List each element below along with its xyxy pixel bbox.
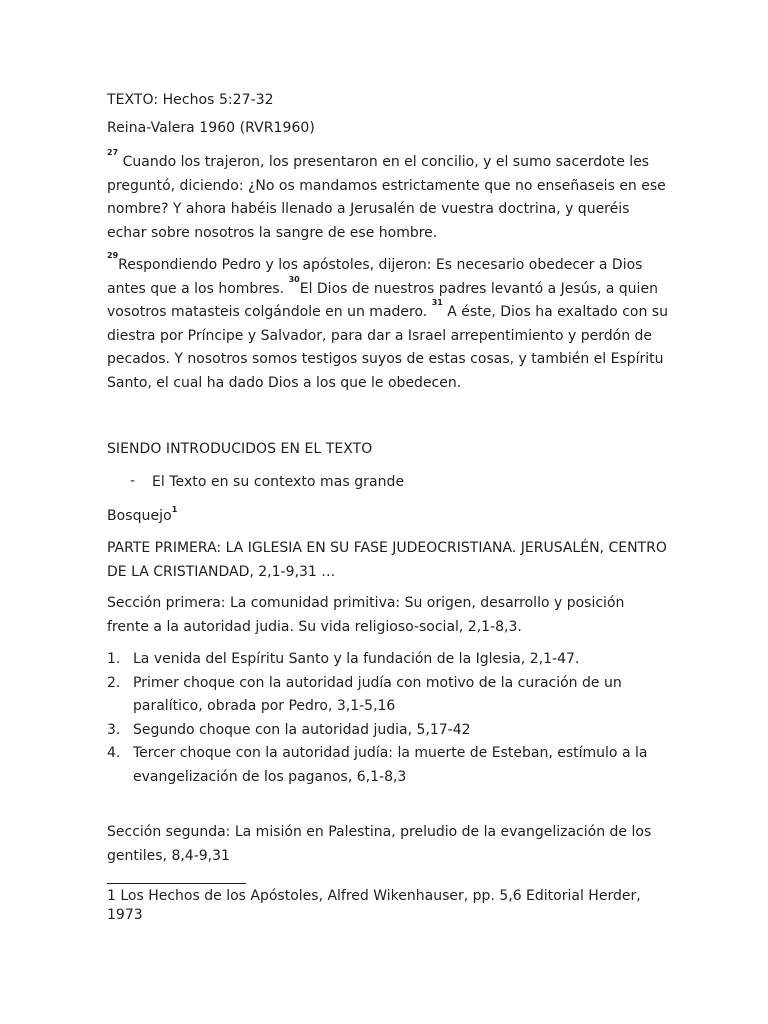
list-item bbox=[107, 648, 667, 672]
seccion-line: gentiles, 8,4-9,31 bbox=[107, 847, 230, 864]
list-number: 3. bbox=[107, 721, 121, 738]
list-item bbox=[107, 672, 667, 719]
passage-line: nombre? Y ahora habéis llenado a Jerusalén de vuestra doctrina, y queréis bbox=[107, 201, 630, 218]
seccion-line: Sección segunda: La misión en Palestina, preludio de la evangelización de los bbox=[107, 824, 652, 840]
list-number: 4. bbox=[107, 745, 121, 762]
list-item-text: Tercer choque con la autoridad judía: la muerte de Esteban, estímulo a la bbox=[133, 745, 648, 762]
list-number: 2. bbox=[107, 674, 121, 691]
seccion-line: frente a la autoridad judia. Su vida religioso-social, 2,1-8,3. bbox=[107, 618, 522, 635]
verse-number: 31 bbox=[431, 298, 443, 308]
list-item-text: Segundo choque con la autoridad judia, 5,17-42 bbox=[133, 721, 471, 738]
passage-line: Santo, el cual ha dado Dios a los que le obedecen. bbox=[107, 374, 462, 391]
list-item-text: paralítico, obrada por Pedro, 3,1-5,16 bbox=[133, 698, 396, 715]
passage-line: preguntó, diciendo: ¿No os mandamos estrictamente que no enseñaseis en ese bbox=[107, 177, 666, 194]
passage-line: diestra por Príncipe y Salvador, para dar a Israel arrepentimiento y perdón de bbox=[107, 327, 653, 344]
footnote-separator bbox=[107, 883, 246, 884]
list-number: 1. bbox=[107, 651, 121, 667]
footnote-line: 1973 bbox=[107, 907, 143, 923]
parte-line: PARTE PRIMERA: LA IGLESIA EN SU FASE JUDEOCRISTIANA. JERUSALÉN, CENTRO bbox=[107, 540, 667, 556]
footnote-reference: 1 bbox=[171, 505, 178, 514]
bible-version: Reina-Valera 1960 (RVR1960) bbox=[107, 120, 315, 136]
section-heading: SIENDO INTRODUCIDOS EN EL TEXTO bbox=[107, 441, 373, 457]
verse-number: 30 bbox=[288, 274, 300, 284]
seccion-primera bbox=[107, 592, 667, 639]
passage-line: antes que a los hombres. $^{30}$El Dios de nuestros padres levantó a Jesús, a quien bbox=[107, 274, 658, 297]
verse-number: 27 bbox=[107, 148, 119, 157]
text-reference: TEXTO: Hechos 5:27-32 bbox=[107, 92, 274, 108]
footnote-line: 1 Los Hechos de los Apóstoles, Alfred Wikenhauser, pp. 5,6 Editorial Herder, bbox=[107, 888, 641, 904]
list-item-text: Primer choque con la autoridad judía con motivo de la curación de un bbox=[133, 674, 622, 691]
bosquejo-label: Bosquejo$^1$ bbox=[107, 505, 178, 524]
list-item-text: La venida del Espíritu Santo y la fundación de la Iglesia, 2,1-47. bbox=[133, 651, 580, 667]
passage-line: $^{29}$Respondiendo Pedro y los apóstoles, dijeron: Es necesario obedecer a Dios bbox=[107, 251, 643, 273]
seccion-segunda bbox=[107, 821, 667, 868]
bullet-dash: - bbox=[130, 473, 136, 489]
list-item-text: evangelización de los paganos, 6,1-8,3 bbox=[133, 768, 407, 785]
bullet-text: El Texto en su contexto mas grande bbox=[152, 474, 405, 490]
passage-line: pecados. Y nosotros somos testigos suyos de estas cosas, y también el Espíritu bbox=[107, 351, 664, 368]
list-item bbox=[107, 742, 667, 789]
passage-paragraph-2 bbox=[107, 251, 668, 396]
passage-line: $^{27}$ Cuando los trajeron, los presentaron en el concilio, y el sumo sacerdote les bbox=[107, 148, 650, 170]
numbered-list bbox=[107, 648, 667, 790]
seccion-line: Sección primera: La comunidad primitiva: Su origen, desarrollo y posición bbox=[107, 595, 625, 611]
parte-primera bbox=[107, 537, 667, 584]
passage-line: echar sobre nosotros la sangre de ese hombre. bbox=[107, 224, 438, 241]
list-item bbox=[107, 719, 667, 743]
passage-paragraph-1 bbox=[107, 148, 667, 245]
parte-line: DE LA CRISTIANDAD, 2,1-9,31 … bbox=[107, 563, 336, 580]
verse-number: 29 bbox=[107, 251, 119, 260]
passage-line: vosotros matasteis colgándole en un madero. $^{31}$ A éste, Dios ha exaltado con su bbox=[107, 298, 668, 321]
footnote bbox=[107, 887, 641, 925]
